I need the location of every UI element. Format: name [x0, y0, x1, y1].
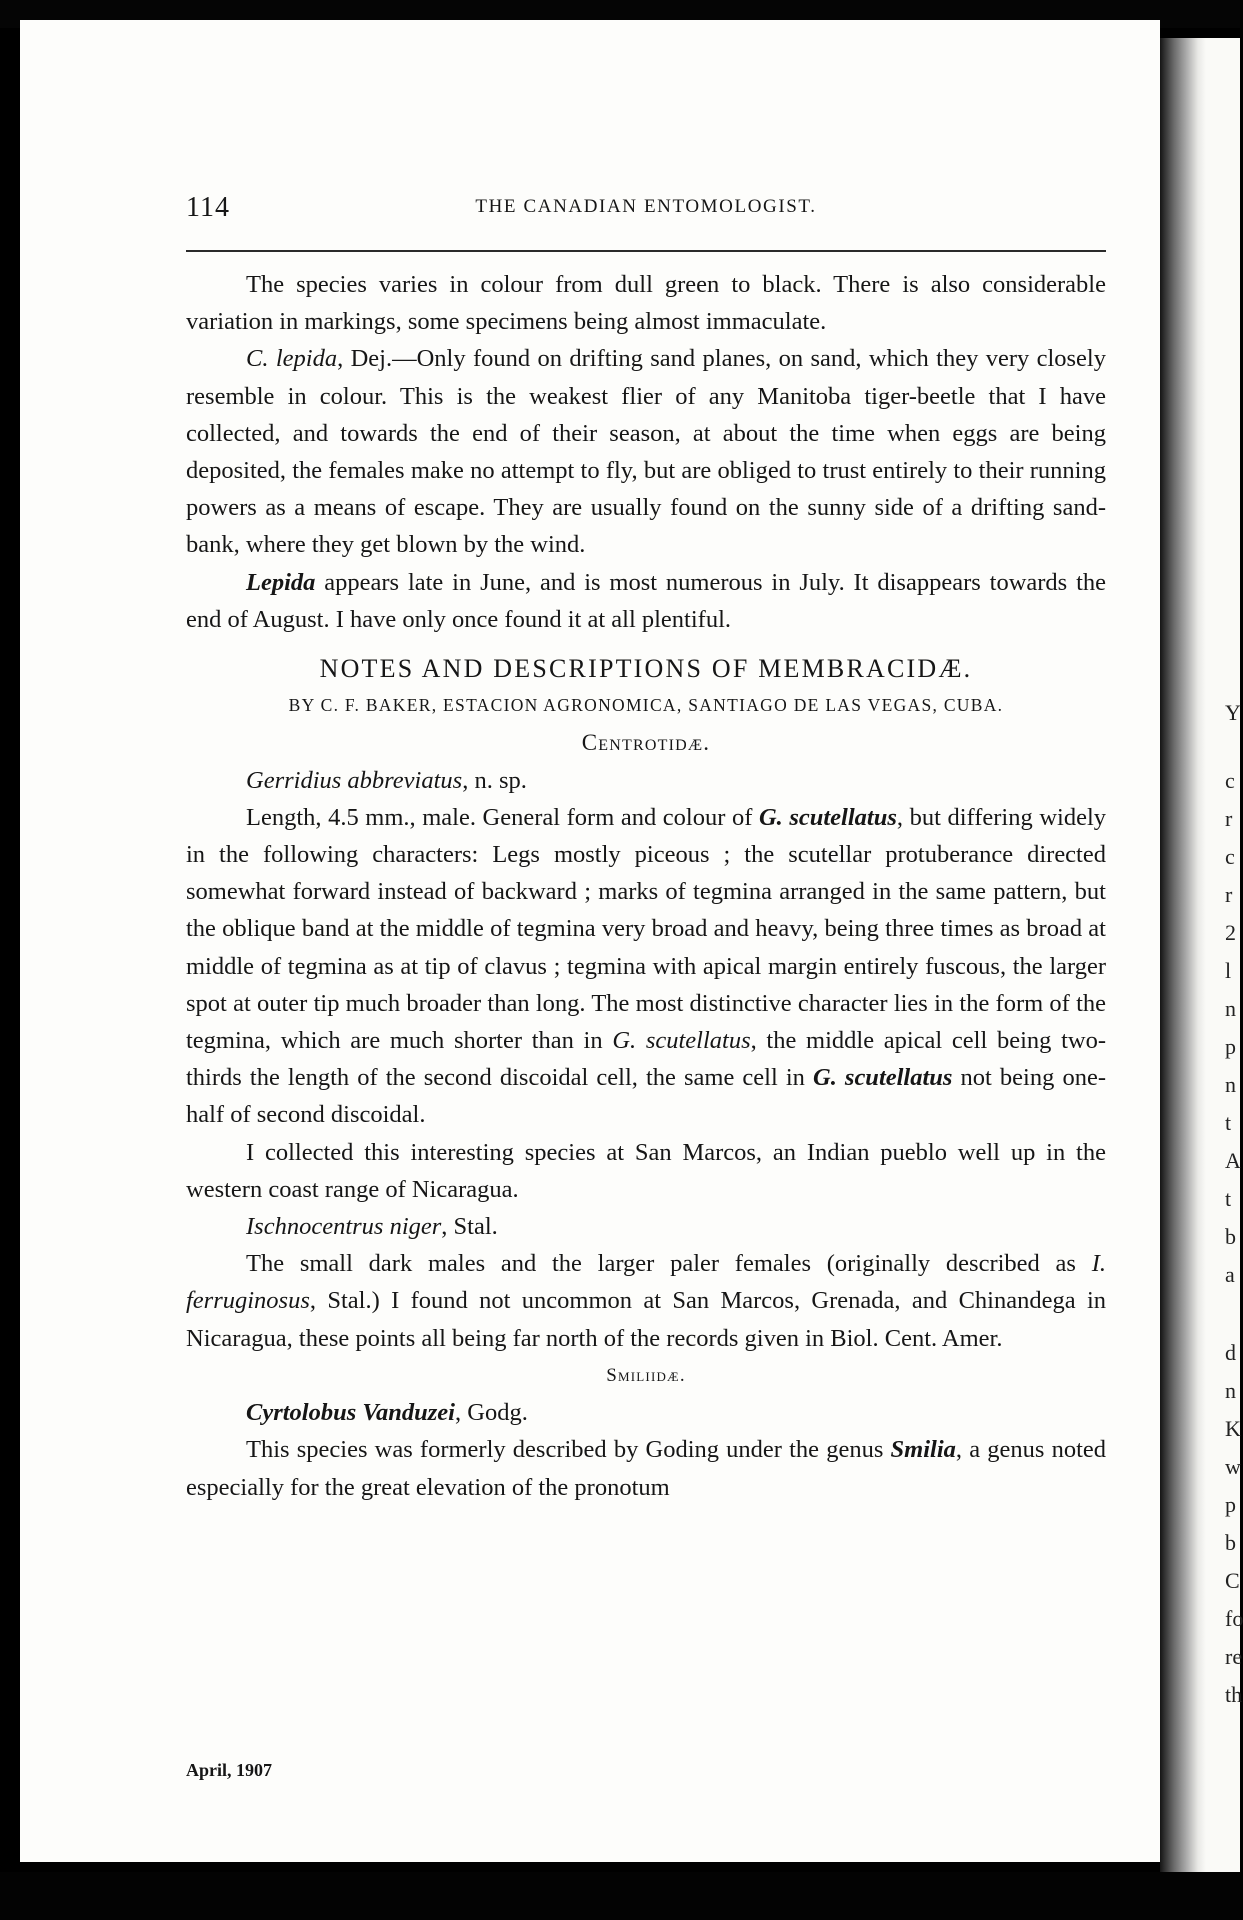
- paragraph-text: appears late in June, and is most numerous in July. It disappears towards the end of August. I have only once found it at all plentiful.: [186, 568, 1106, 633]
- species-name: Gerridius abbreviatus: [246, 766, 463, 794]
- description-text: , a genus noted especially for the great elevation of the pronotum: [186, 1436, 1106, 1501]
- species-name: G. scutellatus: [813, 1064, 953, 1092]
- article-title: NOTES AND DESCRIPTIONS OF MEMBRACIDÆ.: [319, 654, 973, 684]
- adjacent-fragment: c: [1225, 768, 1235, 793]
- adjacent-fragment: c: [1225, 844, 1235, 869]
- adjacent-fragment: r: [1225, 806, 1233, 831]
- species-authority: , Godg.: [455, 1399, 528, 1427]
- species-name: I. ferruginosus: [186, 1250, 1106, 1315]
- paragraph: I collected this interesting species at San Marcos, an Indian pueblo well up in the western coast range of Nicaragua.: [186, 1138, 1106, 1203]
- adjacent-fragment: fo: [1225, 1606, 1243, 1631]
- adjacent-fragment: 2: [1225, 920, 1236, 945]
- species-name: Lepida: [246, 568, 316, 596]
- description: [186, 1431, 1106, 1505]
- issue-date: April, 1907: [186, 1760, 273, 1780]
- adjacent-fragment: n: [1225, 1072, 1236, 1097]
- adjacent-fragment: l: [1225, 958, 1232, 983]
- adjacent-fragment: Y: [1225, 700, 1241, 725]
- header-rule: [186, 250, 1106, 252]
- byline: BY C. F. BAKER, ESTACION AGRONOMICA, SANTIAGO DE LAS VEGAS, CUBA.: [288, 695, 1004, 716]
- species-name: Ischnocentrus niger: [246, 1213, 442, 1241]
- species-heading: [186, 1394, 1106, 1431]
- scan-bottom-border: [0, 1872, 1240, 1920]
- description-text: , the middle apical cell being two-thirds the length of the second discoidal cell, the same cell in: [186, 1027, 1106, 1092]
- description-text: , but differing widely in the following characters: Legs mostly piceous ; the scutellar protuberance directed somewhat forward instead of backward ; marks of tegmina arranged in the same pattern, but the oblique band at the middle of tegmina very broad and heavy, being three times as broad at middle of tegmina as at tip of clavus ; tegmina with apical margin entirely fuscous, the larger spot at outer tip much broader than long. The most distinctive character lies in the form of the tegmina, which are much shorter than in: [186, 803, 1106, 1055]
- page-body: [186, 266, 1106, 1506]
- description: [186, 799, 1106, 1134]
- paragraph: [186, 564, 1106, 638]
- adjacent-fragment: b: [1225, 1224, 1236, 1249]
- species-heading: [186, 762, 1106, 799]
- description-text: not being one-half of second discoidal.: [186, 1064, 1106, 1129]
- adjacent-fragment: C: [1225, 1568, 1240, 1593]
- adjacent-fragment: t: [1225, 1110, 1232, 1135]
- adjacent-fragment: th: [1225, 1682, 1243, 1707]
- family-heading: Centrotidæ.: [581, 730, 711, 756]
- species-name: Cyrtolobus Vanduzei: [246, 1399, 455, 1427]
- paragraph: The species varies in colour from dull green to black. There is also considerable variation in markings, some specimens being almost immaculate.: [186, 271, 1106, 336]
- family-heading: Smiliidæ.: [606, 1364, 686, 1386]
- description-text: This species was formerly described by Goding under the genus: [246, 1436, 891, 1464]
- description-text: The small dark males and the larger paler females (originally described as: [246, 1250, 1092, 1278]
- species-name: Smilia: [890, 1436, 956, 1464]
- species-name: C. lepida: [246, 345, 338, 373]
- description-text: Length, 4.5 mm., male. General form and colour of: [246, 803, 759, 831]
- adjacent-fragment: w: [1225, 1454, 1241, 1479]
- adjacent-fragment: p: [1225, 1034, 1236, 1059]
- adjacent-fragment: t: [1225, 1186, 1232, 1211]
- adjacent-fragment: A: [1225, 1148, 1241, 1173]
- page-header: [186, 192, 1106, 232]
- adjacent-page-edge: [1160, 38, 1243, 1872]
- adjacent-fragment: b: [1225, 1530, 1236, 1555]
- paragraph-text: , Dej.—Only found on drifting sand planes, on sand, which they very closely resemble in colour. This is the weakest flier of any Manitoba tiger-beetle that I have collected, and towards the end of their season, at about the time when eggs are being deposited, the females make no attempt to fly, but are obliged to trust entirely to their running powers as a means of escape. They are usually found on the sunny side of a drifting sand-bank, where they get blown by the wind.: [186, 345, 1106, 559]
- adjacent-fragment: p: [1225, 1492, 1236, 1517]
- species-name: G. scutellatus: [758, 803, 897, 831]
- paragraph: [186, 340, 1106, 563]
- running-title: THE CANADIAN ENTOMOLOGIST.: [475, 196, 817, 217]
- adjacent-fragment: d: [1225, 1340, 1236, 1365]
- adjacent-fragment: a: [1225, 1262, 1235, 1287]
- adjacent-fragment: K: [1225, 1416, 1241, 1441]
- description: [186, 1245, 1106, 1357]
- species-authority: , n. sp.: [462, 766, 527, 794]
- species-heading: [186, 1208, 1106, 1245]
- description-text: , Stal.) I found not uncommon at San Marcos, Grenada, and Chinandega in Nicaragua, these points all being far north of the records given in Biol. Cent. Amer.: [186, 1287, 1106, 1352]
- adjacent-fragment: r: [1225, 882, 1233, 907]
- species-name: G. scutellatus: [612, 1027, 751, 1055]
- page-number: 114: [186, 192, 230, 223]
- species-authority: , Stal.: [441, 1213, 498, 1241]
- adjacent-fragment: re: [1225, 1644, 1243, 1669]
- adjacent-fragment: n: [1225, 996, 1236, 1021]
- adjacent-fragment: n: [1225, 1378, 1236, 1403]
